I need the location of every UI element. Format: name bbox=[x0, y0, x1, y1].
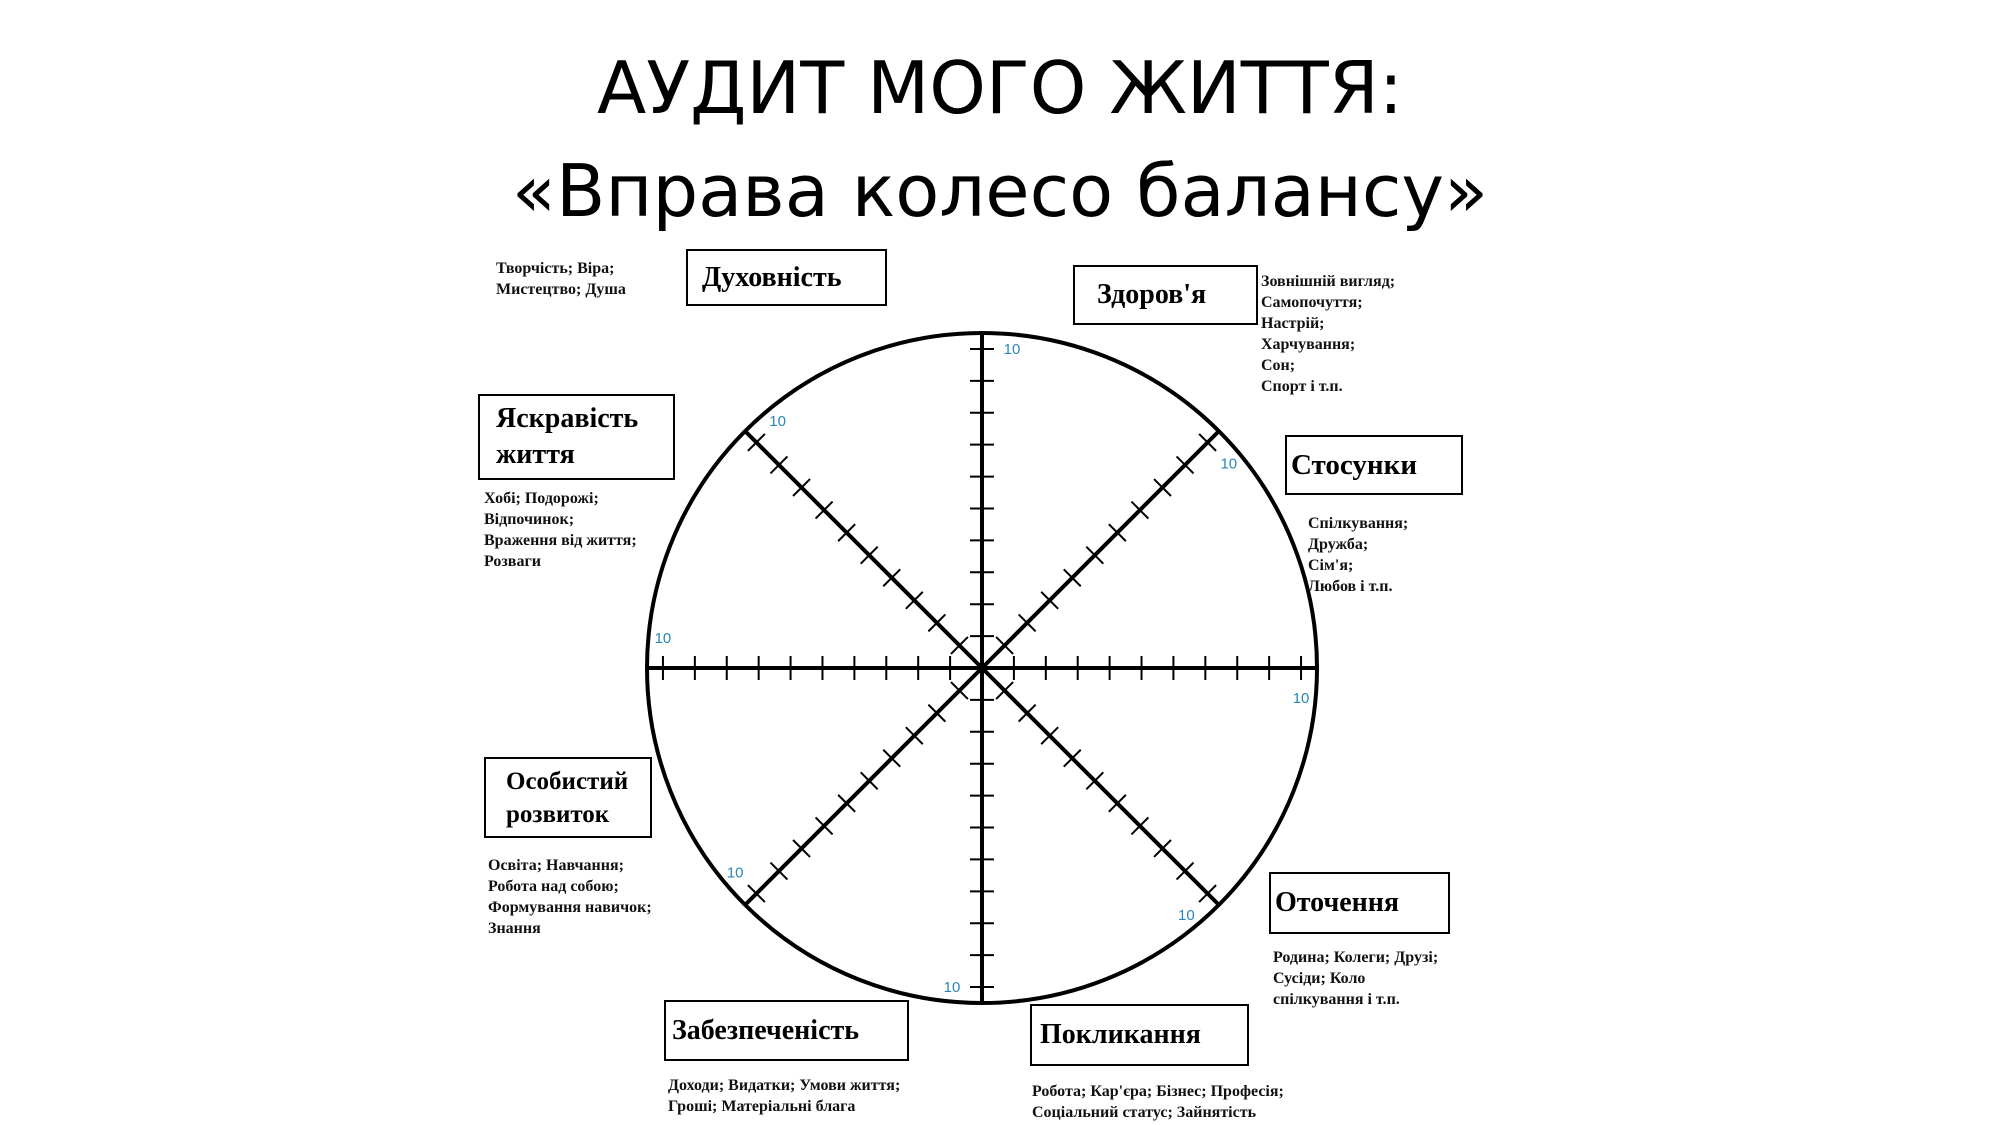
area-details-spirituality bbox=[496, 258, 626, 300]
detail-line: Настрій; bbox=[1261, 315, 1325, 332]
detail-line: Відпочинок; bbox=[484, 511, 575, 528]
area-details-vocation bbox=[1032, 1081, 1284, 1123]
area-box-vocation bbox=[1030, 1004, 1249, 1066]
detail-line: Сон; bbox=[1261, 357, 1296, 374]
detail-line: Любов і т.п. bbox=[1308, 578, 1393, 595]
detail-line: Розваги bbox=[484, 553, 541, 570]
area-box-spirituality bbox=[686, 249, 887, 306]
area-details-environment bbox=[1273, 947, 1438, 1010]
area-box-vividness bbox=[478, 394, 675, 480]
area-box-environment bbox=[1269, 872, 1450, 934]
detail-line: Знання bbox=[488, 920, 541, 937]
area-box-relationships bbox=[1285, 435, 1463, 495]
scale-max-label: 10 bbox=[654, 630, 672, 647]
scale-max-label: 10 bbox=[1220, 455, 1238, 473]
detail-line: Творчість; Віра; bbox=[496, 260, 615, 277]
detail-line: спілкування і т.п. bbox=[1273, 991, 1400, 1008]
detail-line: Робота над собою; bbox=[488, 878, 619, 895]
detail-line: Самопочуття; bbox=[1261, 294, 1363, 311]
detail-line: Харчування; bbox=[1261, 336, 1356, 353]
detail-line: Мистецтво; Душа bbox=[496, 281, 626, 298]
slide-title-line-2: «Вправа колесо балансу» bbox=[511, 149, 1489, 233]
detail-line: Родина; Колеги; Друзі; bbox=[1273, 949, 1439, 966]
scale-max-label: 10 bbox=[1178, 906, 1195, 924]
detail-line: Спілкування; bbox=[1308, 515, 1409, 532]
detail-line: Враження від життя; bbox=[484, 532, 637, 549]
detail-line: Освіта; Навчання; bbox=[488, 857, 624, 874]
scale-max-label: 10 bbox=[769, 413, 786, 431]
spoke-6 bbox=[745, 668, 982, 905]
slide-title-line-1: АУДИТ МОГО ЖИТТЯ: bbox=[596, 46, 1404, 130]
detail-line: Формування навичок; bbox=[488, 899, 652, 916]
area-name-wealth: Забезпеченість bbox=[672, 1014, 860, 1046]
scale-max-label: 10 bbox=[1292, 690, 1310, 707]
spoke-2 bbox=[982, 431, 1219, 668]
detail-line: Доходи; Видатки; Умови життя; bbox=[668, 1077, 901, 1094]
area-name-relationships: Стосунки bbox=[1291, 448, 1418, 481]
area-box-wealth bbox=[664, 1000, 909, 1061]
area-name-health: Здоров'я bbox=[1097, 279, 1207, 310]
area-details-wealth bbox=[668, 1075, 900, 1117]
scale-max-label: 10 bbox=[1003, 340, 1021, 358]
area-name-personal-growth-line-1: Особистий bbox=[506, 767, 629, 795]
area-box-personal-growth bbox=[484, 757, 652, 838]
detail-line: Соціальний статус; Зайнятість bbox=[1032, 1104, 1257, 1121]
detail-line: Хобі; Подорожі; bbox=[484, 490, 599, 507]
area-name-spirituality: Духовність bbox=[702, 261, 842, 293]
detail-line: Гроші; Матеріальні блага bbox=[668, 1098, 856, 1115]
area-name-personal-growth-line-2: розвиток bbox=[506, 800, 610, 828]
area-details-health bbox=[1261, 271, 1395, 397]
detail-line: Спорт і т.п. bbox=[1261, 378, 1343, 395]
area-name-environment: Оточення bbox=[1275, 887, 1400, 918]
area-name-vividness-line-1: Яскравість bbox=[496, 403, 639, 434]
area-details-relationships bbox=[1308, 513, 1408, 597]
detail-line: Робота; Кар'єра; Бізнес; Професія; bbox=[1032, 1083, 1284, 1100]
detail-line: Дружба; bbox=[1308, 536, 1369, 553]
area-details-vividness bbox=[484, 488, 637, 572]
scale-max-label: 10 bbox=[726, 864, 744, 882]
wheel-spokes bbox=[647, 333, 1317, 1003]
detail-line: Сім'я; bbox=[1308, 557, 1354, 574]
detail-line: Сусіди; Коло bbox=[1273, 970, 1366, 987]
scale-max-label: 10 bbox=[943, 979, 961, 997]
area-box-health bbox=[1073, 265, 1258, 325]
spoke-4 bbox=[982, 668, 1219, 905]
area-name-vividness-line-2: життя bbox=[496, 439, 575, 470]
area-name-vocation: Покликання bbox=[1040, 1019, 1201, 1050]
spoke-8 bbox=[745, 431, 982, 668]
detail-line: Зовнішній вигляд; bbox=[1261, 273, 1396, 290]
area-details-personal-growth bbox=[488, 855, 652, 939]
